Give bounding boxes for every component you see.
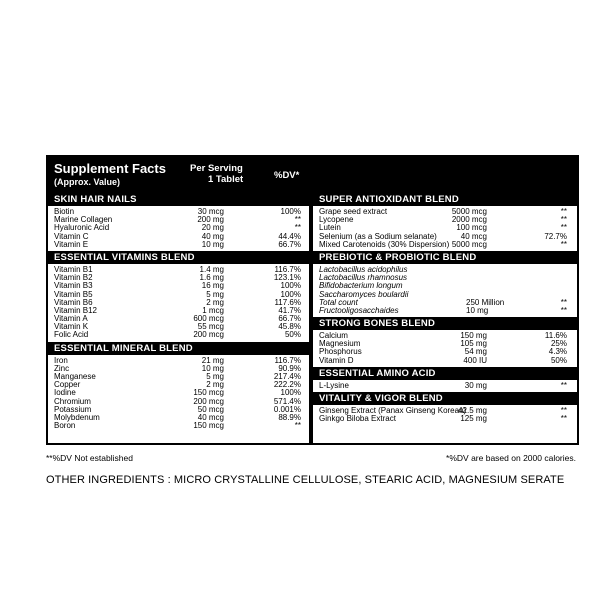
nutrient-dv: ** [560,414,567,424]
nutrient-name: Manganese [54,372,96,381]
facts-title: Supplement Facts [54,161,166,176]
serving-size-label: 1 Tablet [208,174,244,185]
section-header-skin: SKIN HAIR NAILS [48,193,309,206]
facts-subtitle: (Approx. Value) [54,177,121,187]
section-antioxidant [313,206,577,251]
nutrient-amount: 50 mcg [197,404,224,414]
nutrient-name: Lactobacillus acidophilus [319,264,408,274]
nutrient-name: Copper [54,380,81,390]
section-amino [313,380,577,392]
nutrient-amount: 600 mcg [193,314,224,324]
nutrient-dv: ** [294,421,301,431]
nutrient-row [313,216,577,224]
nutrient-amount: 10 mg [201,239,224,249]
nutrient-amount: 150 mcg [193,421,224,431]
nutrient-dv: 72.7% [544,231,567,241]
nutrient-row [313,357,577,365]
nutrient-name: Bifidobacterium longum [319,281,403,291]
nutrient-amount: 1 mcg [202,305,224,315]
nutrient-row [48,414,309,422]
nutrient-dv: 90.9% [278,363,301,373]
footnote-dv-calories: *%DV are based on 2000 calories. [446,453,576,463]
nutrient-dv: ** [560,406,567,415]
nutrient-amount: 5000 mcg [451,239,487,249]
nutrient-row [48,381,309,389]
nutrient-amount: 40 mcg [460,231,487,241]
nutrient-amount: 200 mcg [193,396,224,406]
nutrient-name: Calcium [319,331,348,341]
nutrient-amount: 150 mcg [193,388,224,398]
nutrient-row [313,382,577,390]
nutrient-name: Magnesium [319,339,361,349]
nutrient-amount: 5 mg [206,289,224,299]
nutrient-name: Boron [54,421,76,431]
nutrient-dv: 25% [550,339,567,349]
nutrient-amount: 105 mg [460,339,487,349]
nutrient-amount: 40 mg [201,231,224,241]
nutrient-amount: 30 mg [464,380,487,390]
nutrient-dv: ** [560,215,567,225]
nutrient-amount: 100 mcg [456,223,487,233]
nutrient-amount: 2 mg [206,297,224,307]
dv-column-label: %DV* [274,170,300,181]
nutrient-amount: 21 mg [201,355,224,365]
nutrient-amount: 10 mg [201,363,224,373]
nutrient-name: Vitamin C [54,231,89,241]
nutrient-row [48,422,309,430]
nutrient-name: Mixed Carotenoids (30% Dispersion) [319,239,450,249]
section-skin [48,206,309,251]
nutrient-name: Hyaluronic Acid [54,223,110,233]
nutrient-row [48,373,309,381]
nutrient-amount: 20 mg [201,223,224,233]
nutrient-dv: ** [560,207,567,216]
nutrient-name: Fructooligosacchaides [319,305,399,315]
nutrient-dv: 117.6% [274,297,301,307]
section-header-probiotic: PREBIOTIC & PROBIOTIC BLEND [313,251,577,264]
nutrient-amount: 1.6 mg [199,273,224,283]
section-header-vitamins: ESSENTIAL VITAMINS BLEND [48,251,309,264]
nutrient-row [313,307,577,315]
nutrient-name: Ginseng Extract (Panax Ginseng Korean) [319,406,467,415]
nutrient-name: Phosphorus [319,347,362,357]
section-vitality [313,405,577,425]
nutrient-name: Molybdenum [54,412,100,422]
nutrient-name: Ginkgo Biloba Extract [319,414,396,424]
nutrient-dv: ** [294,215,301,225]
nutrient-row [313,241,577,249]
section-probiotic [313,264,577,317]
right-column [313,193,577,425]
nutrient-name: Zinc [54,363,70,373]
nutrient-name: Vitamin B2 [54,273,93,283]
nutrient-amount: 16 mg [201,281,224,291]
nutrient-amount: 55 mcg [197,322,224,332]
nutrient-amount: 200 mcg [193,330,224,340]
nutrient-name: Iodine [54,388,76,398]
nutrient-amount: 5 mg [206,372,224,381]
nutrient-name: Total count [319,297,358,307]
facts-header [48,157,577,193]
section-vitamins [48,264,309,342]
nutrient-dv: 123.1% [273,273,301,283]
nutrient-name: Selenium (as a Sodium selanate) [319,231,437,241]
nutrient-amount: 30 mcg [197,207,224,216]
section-header-bones: STRONG BONES BLEND [313,317,577,330]
nutrient-dv: 50% [284,330,301,340]
nutrient-dv: 45.8% [278,322,301,332]
nutrient-amount: 125 mg [460,414,487,424]
nutrient-name: Vitamin B12 [54,305,97,315]
section-header-vitality: VITALITY & VIGOR BLEND [313,392,577,405]
section-header-minerals: ESSENTIAL MINERAL BLEND [48,342,309,355]
nutrient-amount: 1.4 mg [199,264,224,274]
nutrient-amount: 200 mg [197,215,224,225]
nutrient-dv: 4.3% [548,347,567,357]
nutrient-amount: 400 IU [463,355,487,365]
supplement-facts-panel [46,155,579,445]
footnote-dv-not-established: **%DV Not established [46,453,133,463]
section-header-amino: ESSENTIAL AMINO ACID [313,367,577,380]
nutrient-row [313,415,577,423]
nutrient-name: Lutein [319,223,341,233]
nutrient-amount: 54 mg [464,347,487,357]
nutrient-amount: 42.5 mg [458,406,487,415]
nutrient-dv: 100% [280,207,301,216]
nutrient-name: Vitamin B1 [54,264,93,274]
nutrient-name: Iron [54,355,68,365]
nutrient-amount: 10 mg [466,305,489,315]
nutrient-name: Vitamin B3 [54,281,93,291]
nutrient-dv: 100% [280,289,301,299]
nutrient-name: Saccharomyces boulardii [319,289,409,299]
nutrient-name: Vitamin A [54,314,88,324]
nutrient-name: Vitamin K [54,322,89,332]
nutrient-dv: 116.7% [274,355,301,365]
nutrient-name: Lycopene [319,215,354,225]
nutrient-dv: 41.7% [278,305,301,315]
nutrient-dv: ** [560,305,567,315]
section-minerals [48,355,309,433]
nutrient-dv: 0.001% [273,404,301,414]
nutrient-amount: 40 mcg [197,412,224,422]
nutrient-dv: 571.4% [273,396,301,406]
nutrient-dv: ** [560,297,567,307]
nutrient-name: Vitamin B6 [54,297,93,307]
nutrient-amount: 2000 mcg [451,215,487,225]
nutrient-dv: ** [560,380,567,390]
nutrient-name: Potassium [54,404,92,414]
nutrient-dv: 66.7% [278,239,301,249]
nutrient-name: Grape seed extract [319,207,388,216]
nutrient-name: Vitamin B5 [54,289,93,299]
nutrient-name: Lactobacillus rhamnosus [319,273,408,283]
section-header-antioxidant: SUPER ANTIOXIDANT BLEND [313,193,577,206]
nutrient-amount: 150 mg [460,331,487,341]
per-serving-label: Per Serving [190,163,243,174]
nutrient-row [48,357,309,365]
nutrient-dv: 11.6% [544,331,567,341]
nutrient-amount: 5000 mcg [451,207,487,216]
nutrient-dv: 88.9% [278,412,301,422]
nutrient-dv: 44.4% [278,231,301,241]
nutrient-name: Biotin [54,207,75,216]
nutrient-name: Marine Collagen [54,215,113,225]
nutrient-amount: 250 Million [466,297,505,307]
nutrient-name: Vitamin D [319,355,354,365]
nutrient-dv: ** [294,223,301,233]
nutrient-dv: 116.7% [274,264,301,274]
left-column [48,193,309,432]
nutrient-name: Vitamin E [54,239,89,249]
nutrient-dv: ** [560,239,567,249]
nutrient-name: L-Lysine [319,380,349,390]
nutrient-dv: 217.4% [273,372,301,381]
section-bones [313,330,577,367]
nutrient-dv: 222.2% [273,380,301,390]
nutrient-row [48,331,309,339]
nutrient-dv: 100% [280,281,301,291]
nutrient-row [48,241,309,249]
nutrient-dv: 100% [280,388,301,398]
nutrient-name: Folic Acid [54,330,89,340]
nutrient-dv: 66.7% [278,314,301,324]
nutrient-dv: ** [560,223,567,233]
nutrient-name: Chromium [54,396,91,406]
nutrient-dv: 50% [550,355,567,365]
other-ingredients: OTHER INGREDIENTS : MICRO CRYSTALLINE CELLULOSE, STEARIC ACID, MAGNESIUM SERATE [46,474,565,486]
nutrient-amount: 2 mg [206,380,224,390]
